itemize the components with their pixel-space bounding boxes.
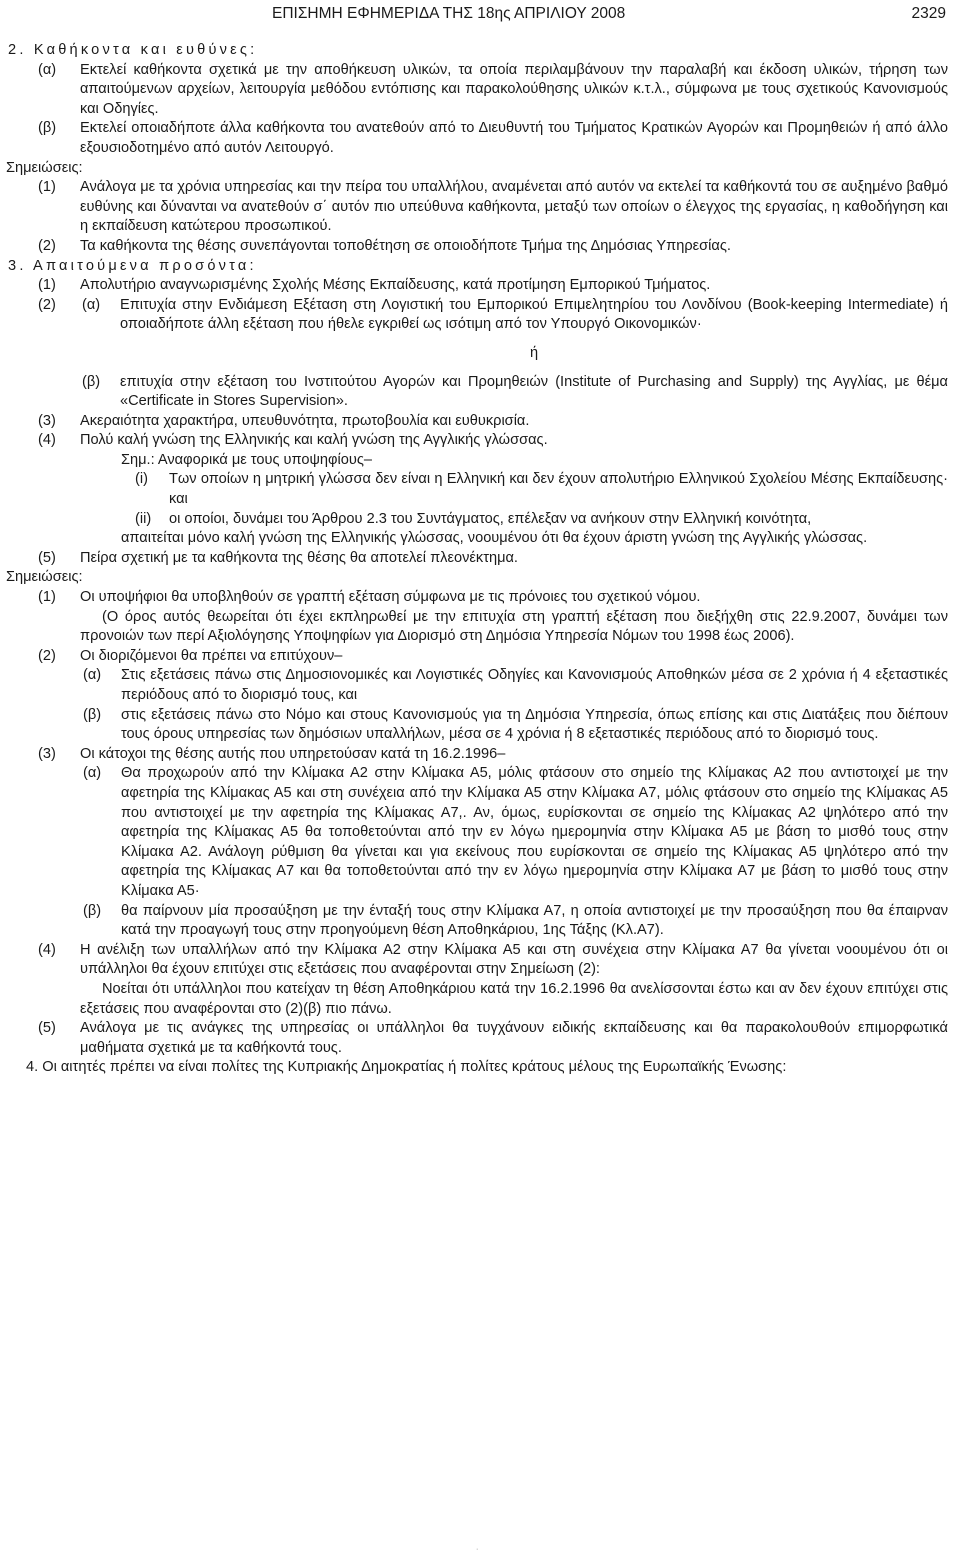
- section-3-note-2a: [83, 666, 948, 705]
- item-text: Επιτυχία στην Ενδιάμεση Εξέταση στη Λογιστική του Εμπορικού Επιμελητηρίου του Λονδίνου (Book-keeping Intermediate) ή οποιαδήποτε άλλη εξέταση που ήθελε εγκριθεί ως ισότιμη από τον Υπουργό Οικονομικών·: [120, 296, 948, 333]
- qualification-2b: [82, 373, 948, 412]
- note-number: (3): [38, 745, 56, 762]
- qualification-5: [38, 549, 948, 569]
- section-2-note-2: [38, 237, 948, 257]
- note-text: Οι κάτοχοι της θέσης αυτής που υπηρετούσαν κατά τη 16.2.1996–: [80, 745, 506, 762]
- roman-number: (i): [135, 471, 148, 488]
- qualification-2a: [38, 296, 948, 335]
- section-2-item-b: [38, 119, 948, 158]
- section-3-note-3a: [83, 764, 948, 901]
- section-3-note-1: [38, 588, 948, 608]
- note-number: (4): [38, 941, 56, 958]
- item-text: Πείρα σχετική με τα καθήκοντα της θέσης θα αποτελεί πλεονέκτημα.: [80, 549, 518, 566]
- note-text: Οι υποψήφιοι θα υποβληθούν σε γραπτή εξέταση σύμφωνα με τις πρόνοιες του σχετικού νόμου.: [80, 589, 701, 606]
- subitem-letter: (β): [83, 706, 102, 723]
- note-text: Η ανέλιξη των υπαλλήλων από την Κλίμακα Α2 στην Κλίμακα Α5 και στη συνέχεια στην Κλίμακα Α7 θα γίνεται νοουμένου ότι οι υπάλληλοι θα έχουν επιτύχει στις εξετάσεις που αναφέρονται στην Σημείωση (2):: [80, 941, 948, 978]
- subitem-letter: (β): [82, 373, 101, 390]
- subitem-letter: (α): [83, 765, 102, 782]
- document-body: [0, 41, 960, 1078]
- section-4-paragraph: 4. Οι αιτητές πρέπει να είναι πολίτες της Κυπριακής Δημοκρατίας ή πολίτες κράτους μέλους της Ευρωπαϊκής Ένωσης:: [26, 1059, 787, 1076]
- note-text: Ανάλογα με τις ανάγκες της υπηρεσίας οι υπάλληλοι θα τυγχάνουν ειδικής εκπαίδευσης και θα παρακολουθούν επιμορφωτικά μαθήματα σχετικά με τα καθήκοντά τους.: [80, 1020, 948, 1056]
- note-number: (2): [38, 647, 56, 664]
- note-text: Τα καθήκοντα της θέσης συνεπάγονται τοποθέτηση σε οποιοδήποτε Τμήμα της Δημόσιας Υπηρεσίας.: [80, 237, 731, 254]
- language-remark: Σημ.: Αναφορικά με τους υποψηφίους–: [121, 451, 372, 468]
- page-header: [0, 4, 960, 24]
- section-3-notes-heading: Σημειώσεις:: [6, 569, 83, 586]
- subitem-letter: (α): [83, 667, 102, 684]
- section-3-note-3: [38, 745, 948, 765]
- section-3-note-5: [38, 1019, 948, 1058]
- remark-item-i: [135, 470, 948, 509]
- item-text: Θα προχωρούν από την Κλίμακα Α2 στην Κλίμακα Α5, μόλις φτάσουν στο σημείο της Κλίμακας Α2 που αντιστοιχεί με την αφετηρία της Κλίμακας Α5 και στη συνέχεια από την Κλίμακα Α5 στην Κλίμακα Α7, μόλις φτάσουν στο σημείο της Κλίμακας Α5 που αντιστοιχεί με την αφετηρία της Κλίμακας Α7,. Αν, όμως, ευρίσκονται σε σημείο της Κλίμακας Α2 ψηλότερο από την αφετηρία της Κλίμακας Α5 θα τοποθετούνται από την εν λόγω ημερομηνία στην Κλίμακα Α5 με βάση το μισθό τους στην Κλίμακα Α2. Ανάλογη ρύθμιση θα γίνεται και για εκείνους που ευρίσκονται σε σημείο της Κλίμακας Α5 ψηλότερο από την αφετηρία της Κλίμακας Α7 και θα τοποθετούνται από την εν λόγω ημερομηνία στην Κλίμακα Α7 με βάση το μισθό τους στην Κλίμακα Α5·: [121, 765, 948, 899]
- item-text: Ακεραιότητα χαρακτήρα, υπευθυνότητα, πρωτοβουλία και ευθυκρισία.: [80, 412, 530, 429]
- item-text: Εκτελεί καθήκοντα σχετικά με την αποθήκευση υλικών, τα οποία περιλαμβάνουν την παραλαβή και έκδοση υλικών, τήρηση των απαιτούμενων αρχείων, λειτουργία μεθόδου εντόπισης και παρακολούθησης υλικών κ.τ.λ., σύμφωνα με τους σχετικούς Κανονισμούς και Οδηγίες.: [80, 61, 948, 117]
- note-text: Οι διοριζόμενοι θα πρέπει να επιτύχουν–: [80, 647, 343, 664]
- note-number: (1): [38, 589, 56, 606]
- item-number: (1): [38, 277, 56, 294]
- item-text: Εκτελεί οποιαδήποτε άλλα καθήκοντα του ανατεθούν από το Διευθυντή του Τμήματος Κρατικών Αγορών και Προμηθειών ή από άλλο εξουσιοδοτημένο από αυτόν Λειτουργό.: [80, 120, 948, 156]
- section-2-item-a: [38, 61, 948, 120]
- note-number: (2): [38, 237, 56, 254]
- qualification-4: [38, 431, 948, 451]
- item-number: (α): [38, 61, 57, 78]
- item-text: Απολυτήριο αναγνωρισμένης Σχολής Μέσης Εκπαίδευσης, κατά προτίμηση Εμπορικού Τμήματος.: [80, 277, 711, 294]
- item-number: (4): [38, 432, 56, 449]
- section-3-note-2: [38, 647, 948, 667]
- section-3-note-4-proviso: Νοείται ότι υπάλληλοι που κατείχαν τη θέση Αποθηκάριου κατά την 16.2.1996 θα ανελίσσονται έστω και αν δεν έχουν επιτύχει στις εξετάσεις που αναφέρονται στο (2)(β) πιο πάνω.: [80, 980, 948, 1017]
- roman-number: (ii): [135, 510, 152, 527]
- section-2-notes-heading: Σημειώσεις:: [6, 159, 83, 176]
- section-3-heading: 3. Απαιτούμενα προσόντα:: [8, 257, 257, 274]
- page-number: 2329: [911, 5, 946, 22]
- section-3-note-4: [38, 941, 948, 980]
- item-text: Στις εξετάσεις πάνω στις Δημοσιονομικές και Λογιστικές Οδηγίες και Κανονισμούς Αποθηκών μέσα σε 2 χρόνια ή 4 εξεταστικές περιόδους από το διορισμό τους, και: [121, 667, 948, 703]
- note-number: (1): [38, 179, 56, 196]
- section-2-heading: 2. Καθήκοντα και ευθύνες:: [8, 42, 258, 58]
- language-requirement: απαιτείται μόνο καλή γνώση της Ελληνικής γλώσσας, νοουμένου ότι θα έχουν άριστη γνώση της Αγγλικής γλώσσας.: [121, 530, 868, 547]
- section-2-note-1: [38, 178, 948, 237]
- item-number: (5): [38, 549, 56, 566]
- qualification-1: [38, 276, 948, 296]
- item-number: (2): [38, 296, 56, 313]
- section-3-note-2b: [83, 706, 948, 745]
- note-number: (5): [38, 1020, 56, 1037]
- subitem-letter: (β): [83, 902, 102, 919]
- item-number: (β): [38, 120, 57, 137]
- section-3-note-1-parenthetical: (Ο όρος αυτός θεωρείται ότι έχει εκπληρωθεί με την επιτυχία στη γραπτή εξέταση που διεξήχθη στις 22.9.2007, δυνάμει των προνοιών των περί Αξιολόγησης Υποψηφίων για Διορισμό στη Δημόσια Υπηρεσία Νόμων του 1998 έως 2006).: [80, 608, 948, 645]
- section-3-note-3b: [83, 902, 948, 941]
- remark-item-ii: [135, 510, 948, 530]
- note-text: Ανάλογα με τα χρόνια υπηρεσίας και την πείρα του υπαλλήλου, αναμένεται από αυτόν να εκτελεί τα καθήκοντά του σε αυξημένο βαθμό ευθύνης και δύνανται να ανατεθούν σ΄ αυτόν πιο υπεύθυνα καθήκοντα, μεταξύ των οποίων ο έλεγχος της εργασίας, η καθοδήγηση και η εκπαίδευση κατώτερου προσωπικού.: [80, 179, 948, 235]
- item-text: στις εξετάσεις πάνω στο Νόμο και στους Κανονισμούς για τη Δημόσια Υπηρεσία, όπως επίσης και στις Διατάξεις που διέπουν τους όρους υπηρεσίας των δημόσιων υπαλλήλων, μέσα σε 4 χρόνια ή 8 εξεταστικές περιόδους από το διορισμό τους.: [121, 706, 948, 743]
- or-separator: ή: [529, 344, 539, 361]
- subitem-letter: (α): [82, 296, 101, 313]
- item-text: οι οποίοι, δυνάμει του Άρθρου 2.3 του Συντάγματος, επέλεξαν να ανήκουν στην Ελληνική κοινότητα,: [169, 510, 812, 527]
- header-title: ΕΠΙΣΗΜΗ ΕΦΗΜΕΡΙΔΑ ΤΗΣ 18ης ΑΠΡΙΛΙΟΥ 2008: [272, 5, 626, 22]
- item-text: Πολύ καλή γνώση της Ελληνικής και καλή γνώση της Αγγλικής γλώσσας.: [80, 432, 548, 449]
- item-text: επιτυχία στην εξέταση του Ινστιτούτου Αγορών και Προμηθειών (Institute of Purchasing and Supply) της Αγγλίας, με θέμα «Certificate in Stores Supervision».: [120, 373, 948, 410]
- item-text: θα παίρνουν μία προσαύξηση με την ένταξή τους στην Κλίμακα Α7, η οποία αντιστοιχεί με την προσαύξηση που θα έπαιρναν κατά την προαγωγή τους στην προηγούμενη θέση Αποθηκάριου, 1ης Τάξης (Κλ.Α7).: [121, 902, 948, 939]
- item-number: (3): [38, 412, 56, 429]
- item-text: Των οποίων η μητρική γλώσσα δεν είναι η Ελληνική και δεν έχουν απολυτήριο Ελληνικού Σχολείου Μέσης Εκπαίδευσης· και: [169, 471, 948, 508]
- page-mark: ·: [476, 1546, 479, 1553]
- qualification-3: [38, 412, 948, 432]
